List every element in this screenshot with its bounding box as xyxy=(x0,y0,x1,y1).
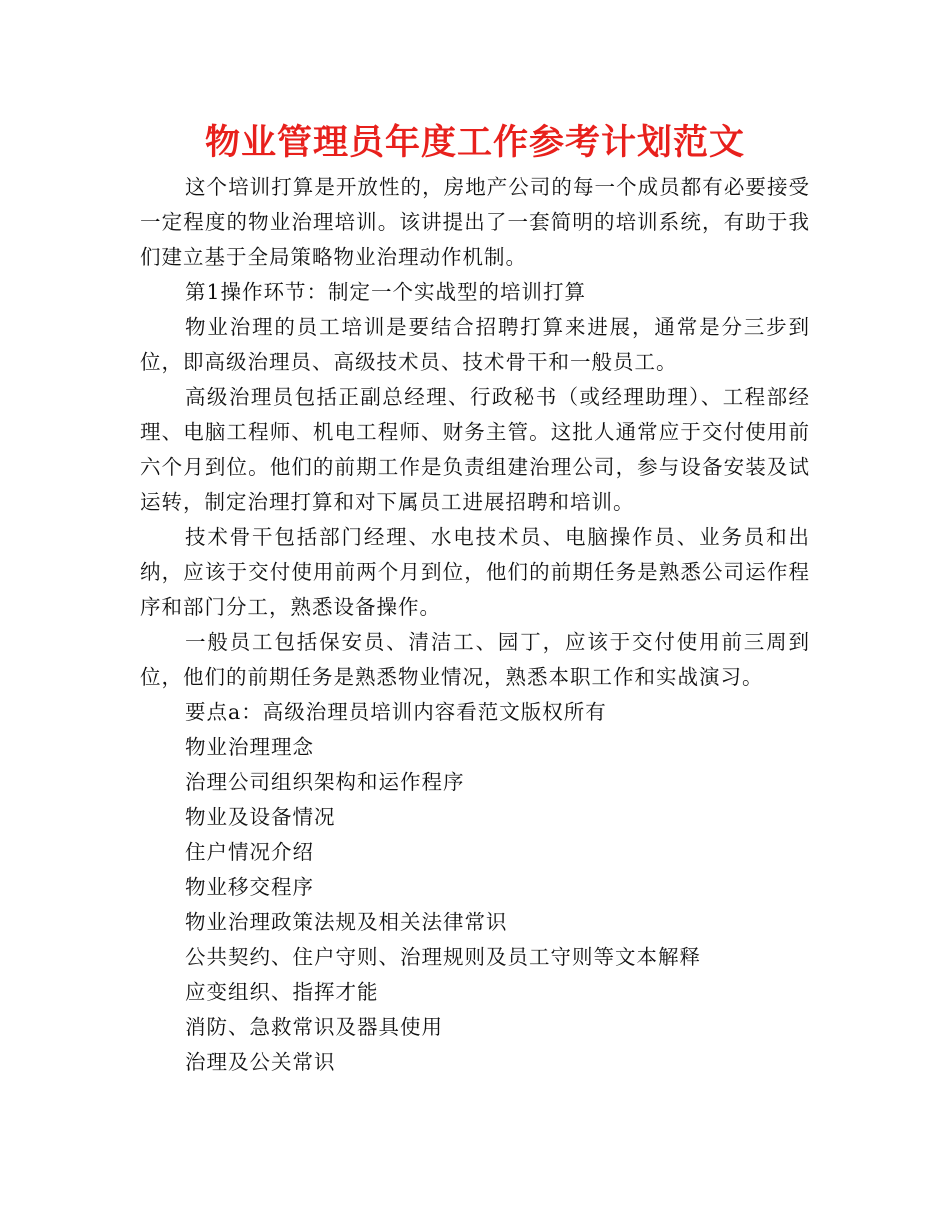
list-item: 治理公司组织架构和运作程序 xyxy=(185,770,465,794)
list-item: 消防、急救常识及器具使用 xyxy=(185,1015,443,1039)
list-item: 住户情况介绍 xyxy=(185,840,314,864)
list-item: 公共契约、住户守则、治理规则及员工守则等文本解释 xyxy=(185,945,701,969)
paragraph-technical-staff: 技术骨干包括部门经理、水电技术员、电脑操作员、业务员和出纳，应该于交付使用前两个月到位，他们的前期任务是熟悉公司运作程序和部门分工，熟悉设备操作。 xyxy=(140,525,810,619)
list-item: 物业治理理念 xyxy=(185,735,314,759)
list-item: 物业移交程序 xyxy=(185,875,314,899)
paragraph-intro: 这个培训打算是开放性的，房地产公司的每一个成员都有必要接受一定程度的物业治理培训。该讲提出了一套简明的培训系统，有助于我们建立基于全局策略物业治理动作机制。 xyxy=(140,175,810,269)
list-item: 物业及设备情况 xyxy=(185,805,336,829)
list-item: 应变组织、指挥才能 xyxy=(185,980,379,1004)
paragraph-training-overview: 物业治理的员工培训是要结合招聘打算来进展，通常是分三步到位，即高级治理员、高级技术员、技术骨干和一般员工。 xyxy=(140,315,810,374)
list-item: 要点a：高级治理员培训内容看范文版权所有 xyxy=(185,700,607,724)
paragraph-general-staff: 一般员工包括保安员、清洁工、园丁，应该于交付使用前三周到位，他们的前期任务是熟悉物业情况，熟悉本职工作和实战演习。 xyxy=(140,630,810,689)
list-item: 物业治理政策法规及相关法律常识 xyxy=(185,910,508,934)
training-content-list xyxy=(140,695,810,1080)
document-title: 物业管理员年度工作参考计划范文 xyxy=(204,123,745,163)
paragraph-senior-managers: 高级治理员包括正副总经理、行政秘书（或经理助理）、工程部经理、电脑工程师、机电工程师、财务主管。这批人通常应于交付使用前六个月到位。他们的前期工作是负责组建治理公司，参与设备安装及试运转，制定治理打算和对下属员工进展招聘和培训。 xyxy=(140,385,810,514)
list-item: 治理及公关常识 xyxy=(185,1050,336,1074)
paragraph-step-heading: 第1操作环节：制定一个实战型的培训打算 xyxy=(185,280,587,304)
